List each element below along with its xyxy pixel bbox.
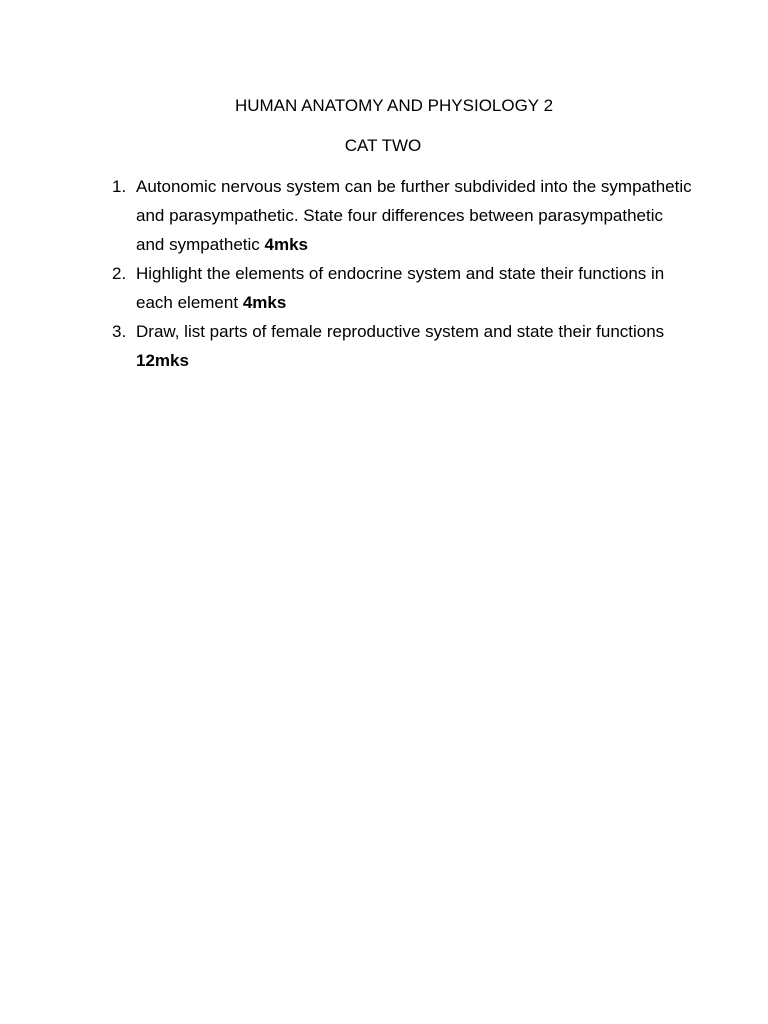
question-text: Draw, list parts of female reproductive system and state their functions [136, 322, 665, 341]
question-number: 1. [112, 177, 127, 196]
document-subtitle: CAT TWO [344, 136, 422, 155]
question-list [112, 172, 692, 375]
question-number: 3. [112, 322, 127, 341]
question-item [112, 317, 692, 375]
question-marks: 12mks [136, 351, 189, 370]
question-marks: 4mks [242, 293, 287, 312]
question-number: 2. [112, 264, 127, 283]
question-marks: 4mks [264, 235, 309, 254]
question-text: Autonomic nervous system can be further subdivided into the sympathetic and parasympathetic. State four differences between parasympathetic and sympathetic [136, 177, 692, 254]
question-text: Highlight the elements of endocrine system and state their functions in each element [136, 264, 665, 312]
question-item [112, 172, 692, 259]
question-item [112, 259, 692, 317]
document-title: HUMAN ANATOMY AND PHYSIOLOGY 2 [234, 96, 554, 115]
